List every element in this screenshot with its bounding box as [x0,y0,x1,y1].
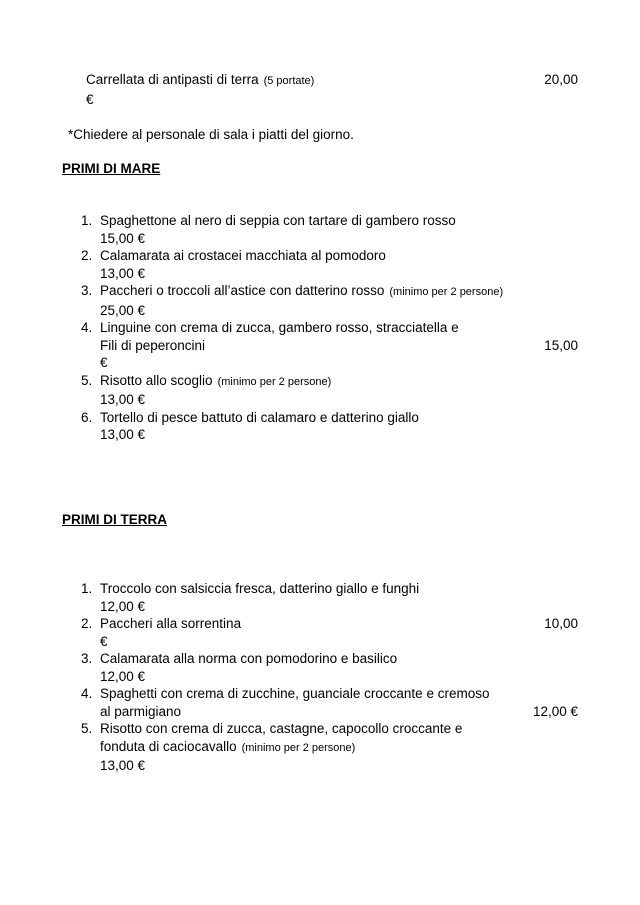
menu-item [81,212,578,247]
item-price-currency: € [100,633,108,649]
dish-text: Carrellata di antipasti di terra [86,72,259,87]
item-number: 1. [81,213,93,228]
menu-item [81,319,578,372]
item-number: 3. [81,283,93,298]
item-text: fonduta di caciocavallo [100,738,237,754]
item-number: 4. [81,686,93,701]
item-text: Paccheri alla sorrentina [100,616,242,631]
item-text: Linguine con crema di zucca, gambero rosso, stracciatella e [100,320,459,335]
section-title: PRIMI DI TERRA [62,511,168,527]
item-price: 15,00 € [100,230,146,246]
item-number: 1. [81,581,93,596]
item-number: 4. [81,320,93,335]
item-price-currency: € [100,355,108,370]
item-note: (minimo per 2 persone) [389,286,504,298]
item-number: 5. [81,721,93,736]
section-primi-di-mare [62,160,578,444]
item-price: 12,00 € [100,668,146,684]
menu-item [81,282,578,319]
section-items [81,580,578,775]
item-price: 13,00 € [100,758,146,773]
section-primi-di-terra [62,511,578,775]
item-text: Fili di peperoncini [100,337,206,353]
menu-item [81,720,578,775]
menu-item [81,580,578,615]
section-title: PRIMI DI MARE [62,160,161,176]
item-price: 25,00 € [100,302,146,318]
item-text: Spaghetti con crema di zucchine, guanciale croccante e cremoso [100,686,490,701]
menu-item [81,409,578,444]
item-number: 6. [81,409,93,425]
item-text: Calamarata ai crostacei macchiata al pomodoro [100,248,386,263]
item-text: al parmigiano [100,703,182,719]
menu-item [81,247,578,282]
item-note: (minimo per 2 persone) [241,741,356,754]
item-text: Calamarata alla norma con pomodorino e basilico [100,651,398,666]
item-price: 15,00 [544,337,578,353]
kitchen-notice: *Chiedere al personale di sala i piatti del giorno. [68,127,354,142]
menu-item [81,650,578,685]
menu-item [81,615,578,650]
item-text: Tortello di pesce battuto di calamaro e datterino giallo [100,409,419,425]
intro-dish [62,71,578,108]
item-price: 12,00 € [100,598,146,614]
item-text: Troccolo con salsiccia fresca, datterino giallo e funghi [100,581,420,596]
item-price: 13,00 € [100,427,146,442]
intro-dish-line [86,71,578,91]
item-number: 2. [81,616,93,631]
item-number: 2. [81,248,93,263]
item-price: 12,00 € [532,703,578,719]
menu-item [81,685,578,720]
item-price: 10,00 [544,616,578,631]
dish-note: (5 portate) [263,75,315,87]
intro-dish-price-wrap [86,91,578,109]
dish-price-currency: € [86,91,94,107]
item-number: 3. [81,651,93,666]
item-text: Paccheri o troccoli all’astice con datterino rosso [100,283,385,298]
menu-item [81,372,578,409]
section-items [81,212,578,444]
item-text: Risotto allo scoglio [100,372,213,388]
item-price: 13,00 € [100,392,146,407]
item-text: Risotto con crema di zucca, castagne, capocollo croccante e [100,721,463,736]
dish-price: 20,00 [544,72,578,87]
item-text: Spaghettone al nero di seppia con tartare di gambero rosso [100,213,456,228]
item-note: (minimo per 2 persone) [217,375,332,388]
item-price: 13,00 € [100,265,146,281]
item-number: 5. [81,372,93,388]
